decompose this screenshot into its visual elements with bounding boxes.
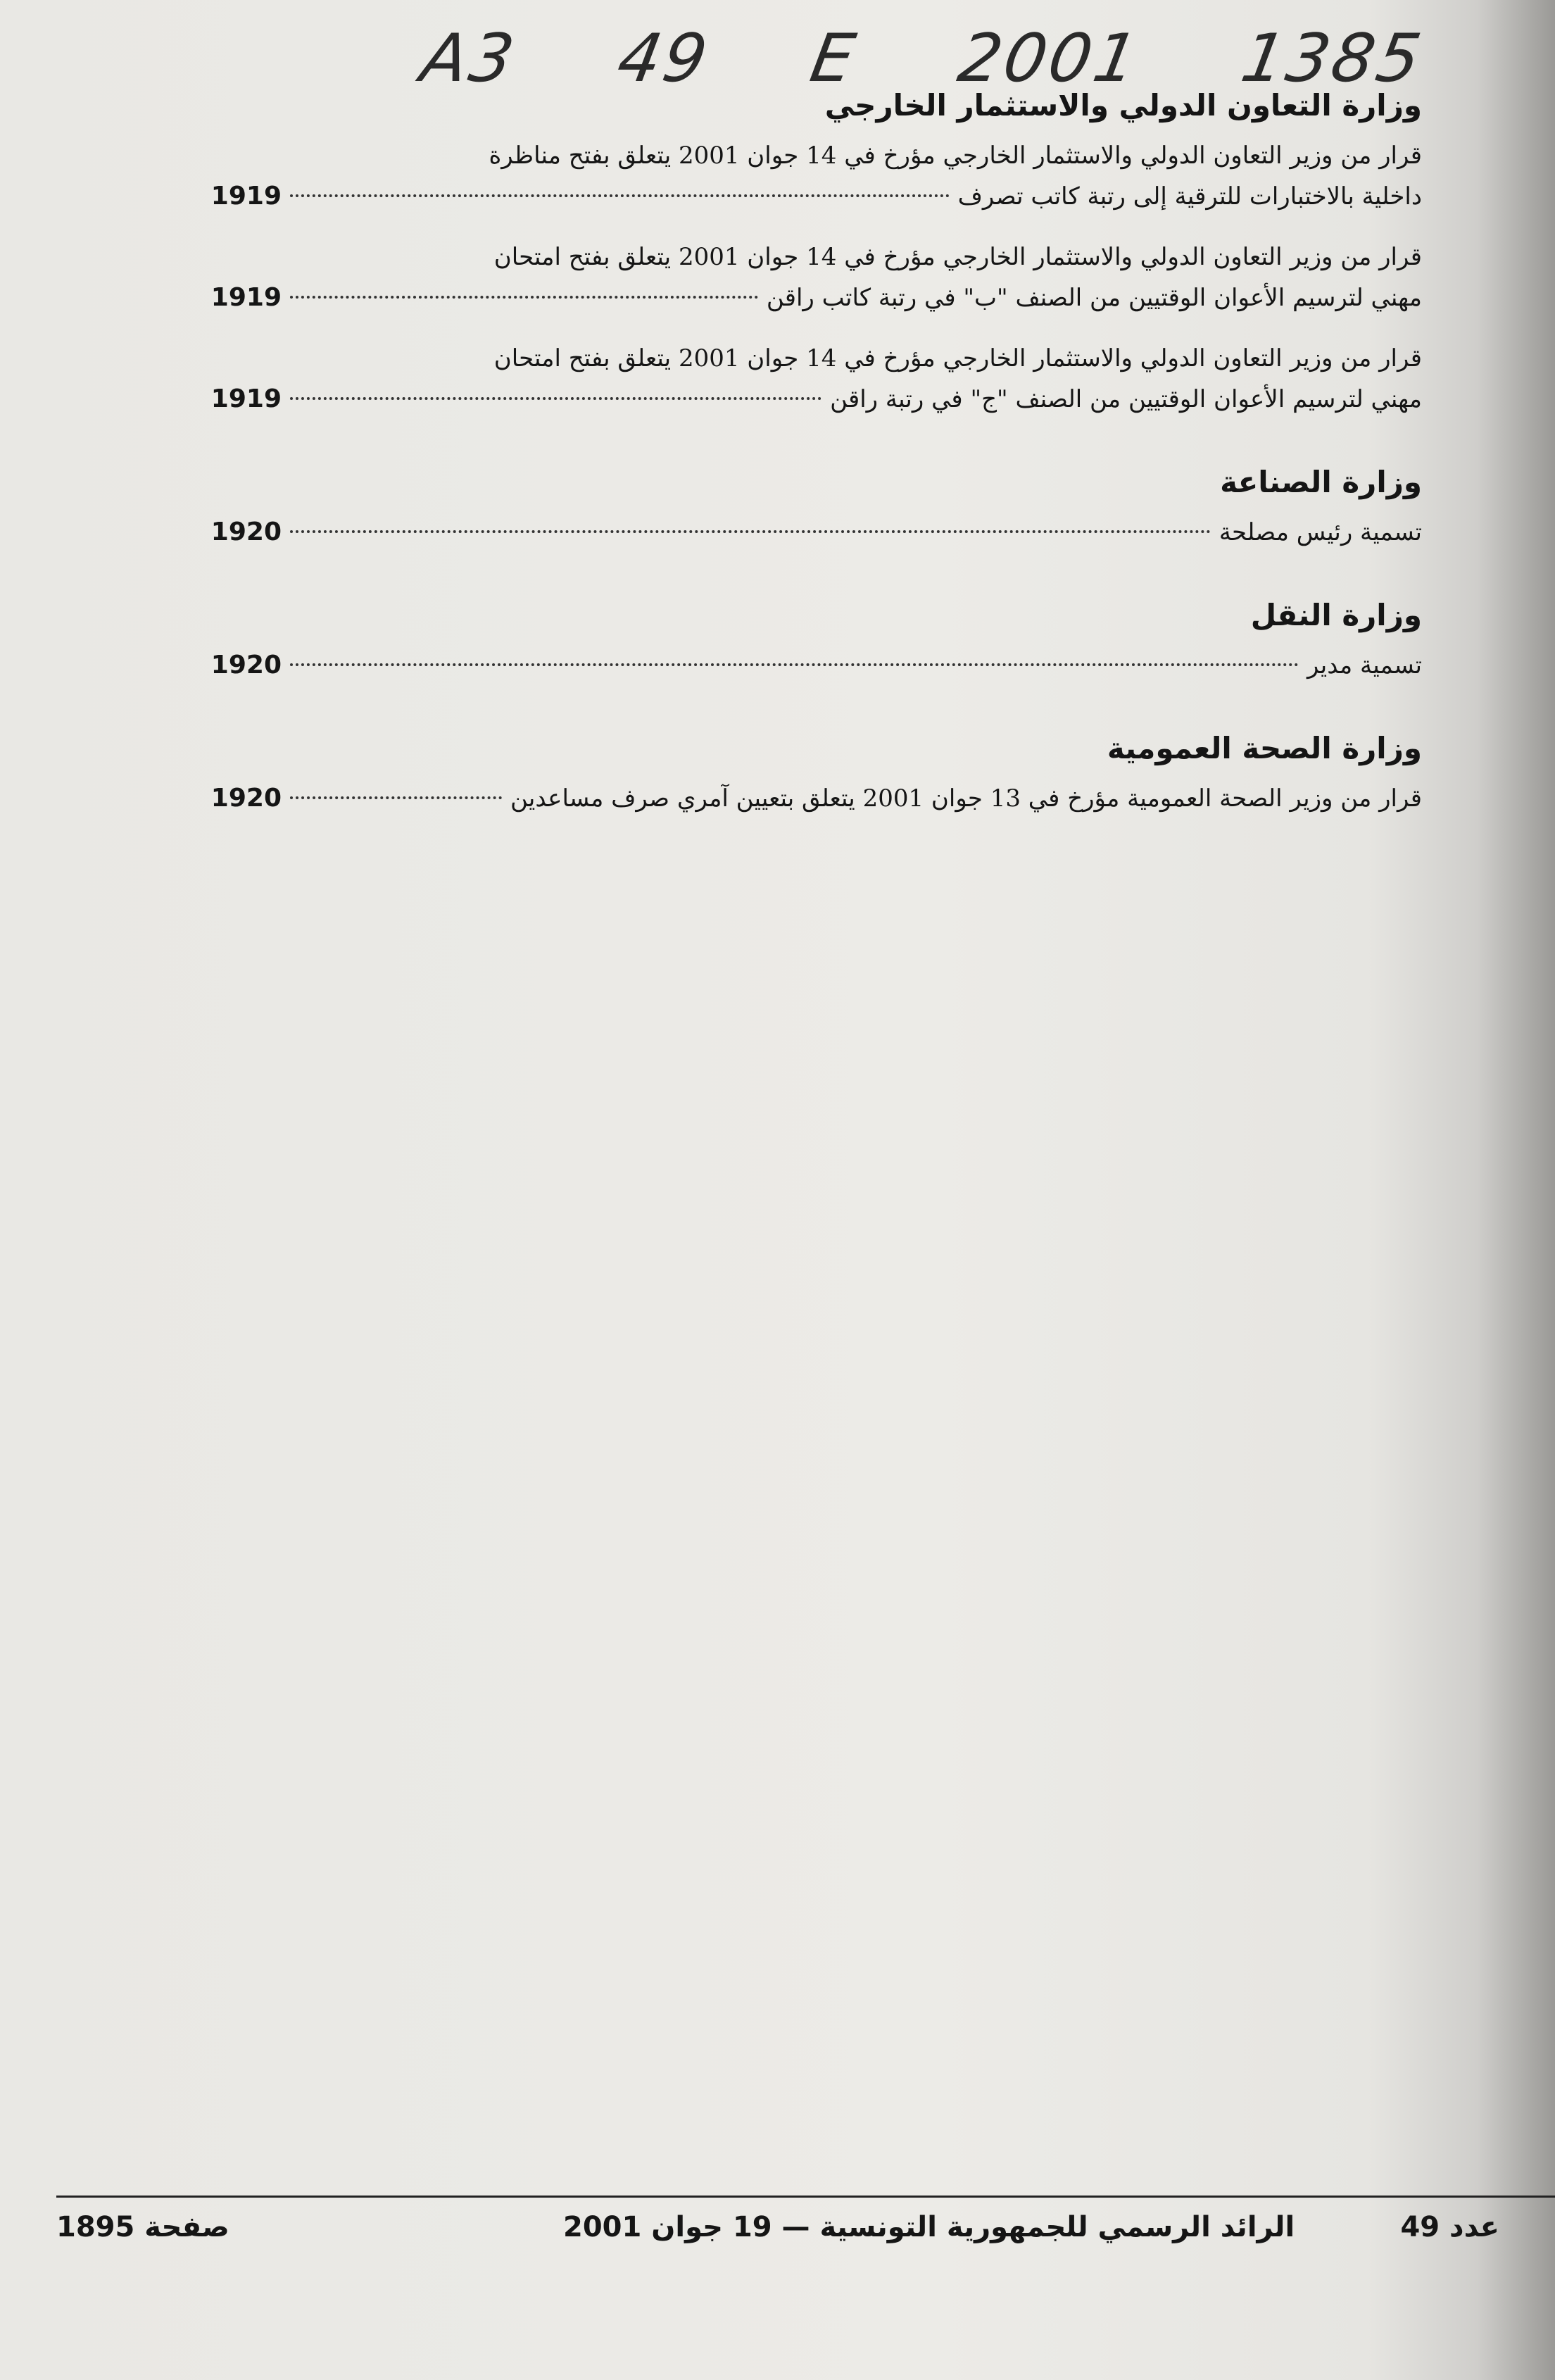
handwritten-code: A3 xyxy=(415,20,522,97)
entry-text: تسمية مدير xyxy=(1307,651,1422,679)
handwritten-number: 1385 xyxy=(1235,20,1429,97)
section-industry xyxy=(211,465,1422,553)
handwritten-issue: 49 xyxy=(612,20,715,97)
page-number: 1919 xyxy=(210,182,282,211)
page-number: 1919 xyxy=(210,283,282,312)
entry-text: مهني لترسيم الأعوان الوقتيين من الصنف "ب" في رتبة كاتب راقن xyxy=(766,284,1422,312)
toc-entry xyxy=(211,237,1422,318)
entry-text: مهني لترسيم الأعوان الوقتيين من الصنف "ج" في رتبة راقن xyxy=(830,385,1422,413)
handwritten-letter: E xyxy=(805,20,863,97)
dot-leader xyxy=(290,796,502,799)
dot-leader xyxy=(290,530,1211,533)
entry-text: قرار من وزير الصحة العمومية مؤرخ في 13 جوان 2001 يتعلق بتعيين آمري صرف مساعدين xyxy=(510,784,1422,813)
dot-leader xyxy=(290,397,821,400)
toc-entry xyxy=(211,645,1422,686)
entry-text: قرار من وزير التعاون الدولي والاستثمار الخارجي مؤرخ في 14 جوان 2001 يتعلق بفتح امتحان xyxy=(493,344,1422,372)
footer-divider xyxy=(56,2196,1555,2198)
section-title: وزارة التعاون الدولي والاستثمار الخارجي xyxy=(824,88,1422,123)
entry-last-line xyxy=(211,645,1422,686)
toc-entry xyxy=(211,135,1422,217)
page-number: 1919 xyxy=(210,384,282,413)
entry-last-line xyxy=(211,512,1422,553)
section-title: وزارة النقل xyxy=(1250,598,1422,632)
entry-last-line xyxy=(211,277,1422,318)
entry-text: قرار من وزير التعاون الدولي والاستثمار الخارجي مؤرخ في 14 جوان 2001 يتعلق بفتح امتحان xyxy=(493,243,1422,271)
page-number: 1920 xyxy=(210,518,282,546)
page-number: 1920 xyxy=(210,784,282,813)
section-title: وزارة الصحة العمومية xyxy=(1107,731,1422,765)
entry-last-line xyxy=(211,778,1422,819)
page-footer xyxy=(56,2211,1499,2260)
entry-text: قرار من وزير التعاون الدولي والاستثمار الخارجي مؤرخ في 14 جوان 2001 يتعلق بفتح مناظرة xyxy=(489,142,1422,170)
journal-title: الرائد الرسمي للجمهورية التونسية — 19 جوان 2001 xyxy=(563,2211,1295,2243)
entry-last-line xyxy=(211,176,1422,217)
entry-last-line xyxy=(211,379,1422,420)
issue-number: عدد 49 xyxy=(1400,2211,1499,2243)
dot-leader xyxy=(290,296,758,299)
entry-text: داخلية بالاختبارات للترقية إلى رتبة كاتب تصرف xyxy=(957,182,1422,211)
toc-entry xyxy=(211,778,1422,819)
entry-text: تسمية رئيس مصلحة xyxy=(1219,518,1422,546)
page-number: 1920 xyxy=(210,651,282,679)
table-of-contents xyxy=(211,88,1422,839)
handwritten-year: 2001 xyxy=(952,20,1146,97)
toc-entry xyxy=(211,338,1422,420)
section-public-health xyxy=(211,731,1422,819)
section-title: وزارة الصناعة xyxy=(1220,465,1422,499)
page-label: صفحة 1895 xyxy=(56,2211,229,2243)
section-transport xyxy=(211,598,1422,686)
dot-leader xyxy=(290,194,950,197)
toc-entry xyxy=(211,512,1422,553)
section-foreign-investment xyxy=(211,88,1422,420)
dot-leader xyxy=(290,663,1299,666)
